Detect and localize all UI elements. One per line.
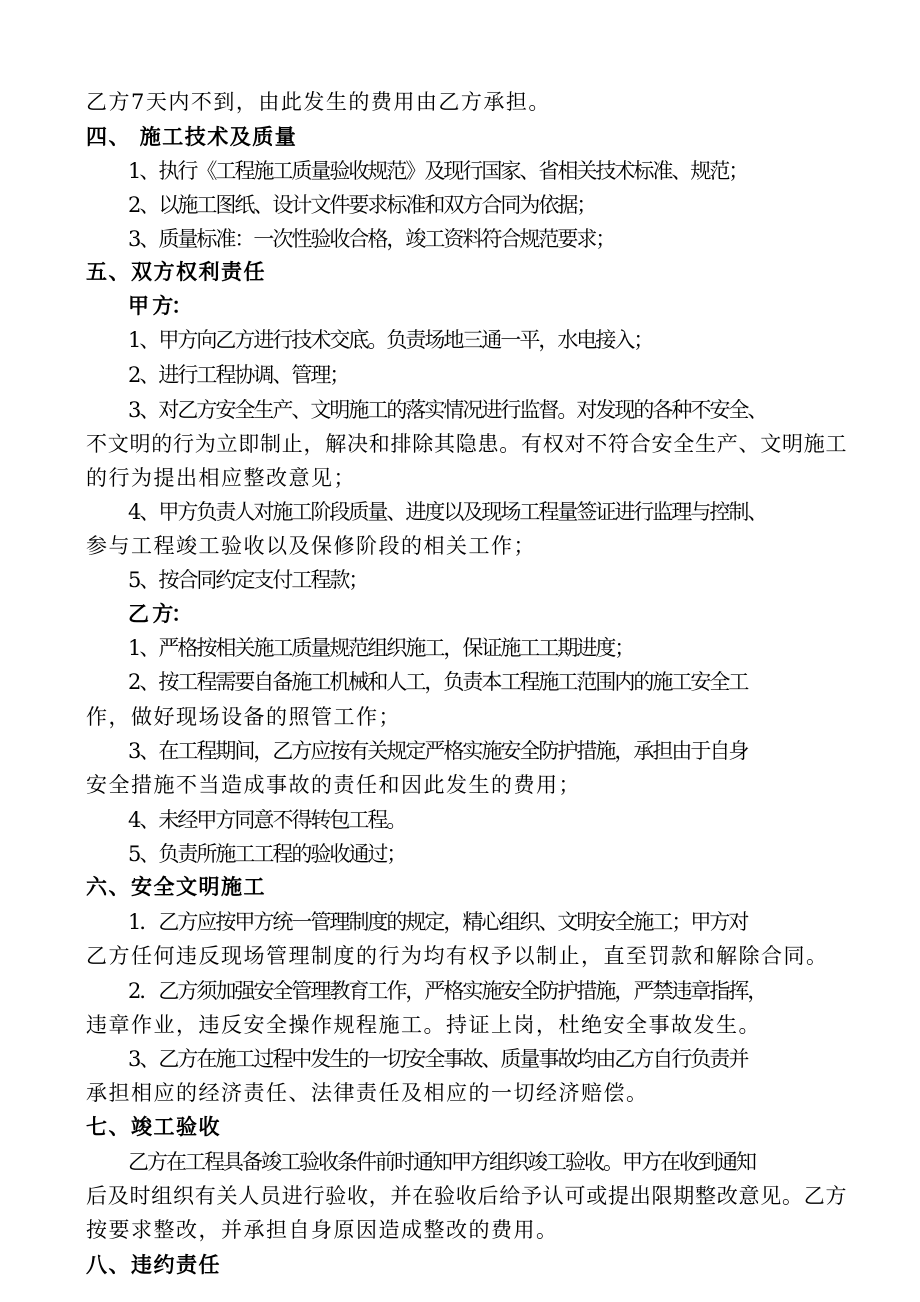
paragraph-line: 1、甲方向乙方进行技术交底。负责场地三通一平，水电接入； (128, 328, 653, 352)
paragraph-line: 乙方任何违反现场管理制度的行为均有权予以制止，直至罚款和解除合同。 (86, 944, 829, 968)
paragraph-line: 4、甲方负责人对施工阶段质量、进度以及现场工程量签证进行监理与控制、 (128, 500, 767, 524)
paragraph-line: 5、负责所施工工程的验收通过； (128, 842, 406, 866)
section-heading-quality: 四、 施工技术及质量 (86, 125, 298, 149)
paragraph-line: 2、按工程需要自备施工机械和人工，负责本工程施工范围内的施工安全工 (128, 670, 748, 694)
paragraph-line: 违章作业，违反安全操作规程施工。持证上岗，杜绝安全事故发生。 (86, 1013, 761, 1037)
paragraph-line: 后及时组织有关人员进行验收，并在验收后给予认可或提出限期整改意见。乙方 (86, 1184, 848, 1208)
paragraph-line: 按要求整改，并承担自身原因造成整改的费用。 (86, 1218, 559, 1242)
paragraph-line: 乙方在工程具备竣工验收条件前时通知甲方组织竣工验收。甲方在收到通知 (128, 1150, 755, 1174)
subheading-party-b: 乙 方： (128, 602, 191, 626)
section-heading-rights: 五、双方权利责任 (86, 260, 266, 284)
paragraph-line: 1、严格按相关施工质量规范组织施工，保证施工工期进度； (128, 636, 634, 660)
paragraph-line: 不文明的行为立即制止，解决和排除其隐患。有权对不符合安全生产、文明施工 (86, 432, 848, 456)
paragraph-line: 5、按合同约定支付工程款； (128, 568, 368, 592)
paragraph-line: 作，做好现场设备的照管工作； (86, 705, 401, 729)
paragraph-line: 承担相应的经济责任、法律责任及相应的一切经济赔偿。 (86, 1081, 649, 1105)
paragraph-line: 1．乙方应按甲方统一管理制度的规定，精心组织、文明安全施工；甲方对 (128, 910, 748, 934)
paragraph-line: 安全措施不当造成事故的责任和因此发生的费用； (86, 773, 581, 797)
paragraph-line: 3、乙方在施工过程中发生的一切安全事故、质量事故均由乙方自行负责并 (128, 1047, 748, 1071)
paragraph-line: 4、未经甲方同意不得转包工程。 (128, 808, 406, 832)
paragraph-line: 3、质量标准：一次性验收合格，竣工资料符合规范要求； (128, 227, 615, 251)
subheading-party-a: 甲 方： (128, 294, 191, 318)
paragraph-line: 参与工程竣工验收以及保修阶段的相关工作； (86, 534, 536, 558)
paragraph-line: 1、执行《工程施工质量验收规范》及现行国家、省相关技术标准、规范； (128, 159, 748, 183)
paragraph-line: 2．乙方须加强安全管理教育工作，严格实施安全防护措施，严禁违章指挥， (128, 979, 767, 1003)
paragraph-line: 3、对乙方安全生产、文明施工的落实情况进行监督。对发现的各种不安全、 (128, 398, 767, 422)
paragraph-line: 2、以施工图纸、设计文件要求标准和双方合同为依据； (128, 193, 596, 217)
section-heading-breach: 八、违约责任 (86, 1253, 221, 1277)
paragraph-line: 的行为提出相应整改意见； (86, 466, 356, 490)
paragraph-line: 2、进行工程协调、管理； (128, 363, 349, 387)
section-heading-acceptance: 七、竣工验收 (86, 1115, 221, 1139)
section-heading-safety: 六、安全文明施工 (86, 875, 266, 899)
paragraph-line: 3、在工程期间，乙方应按有关规定严格实施安全防护措施，承担由于自身 (128, 739, 748, 763)
paragraph-line: 乙方7天内不到，由此发生的费用由乙方承担。 (86, 90, 551, 114)
